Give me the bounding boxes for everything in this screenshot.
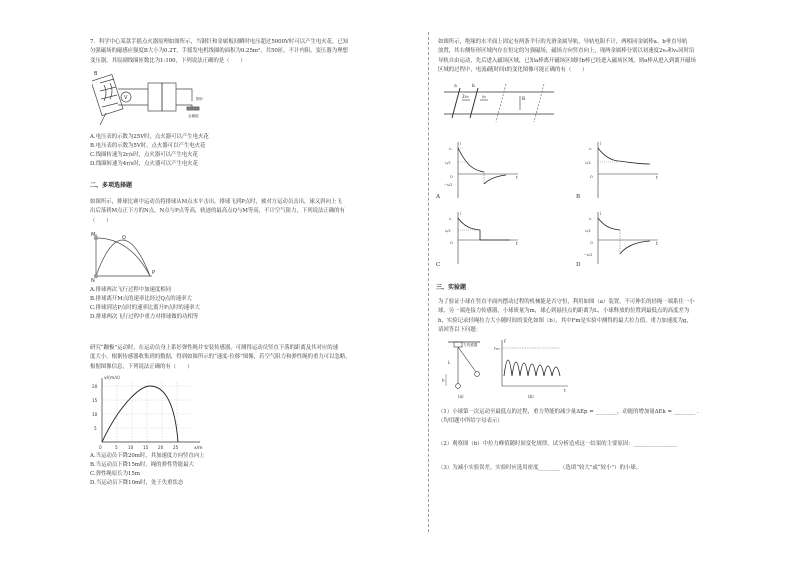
plate-label: 金属板 [188,114,199,118]
graph-d-label: D [576,262,581,268]
text-line: 请回答以下问题： [438,326,482,333]
option-a: A.排球两次飞行过程中加速度相同 [90,287,172,293]
force-time-figure-b [494,336,572,400]
fm-label: Fm [494,347,500,351]
text-line: 导轨自由运动，先后进入磁场区域，已知a棒离开磁场区域时b棒已经进入磁场区域，则a棒从进入到离开磁场 [438,57,696,64]
volleyball-trajectory-diagram [90,230,160,282]
rod-a-label: a [454,84,457,89]
question-11-part-2: （2）观察图（b）中拉力峰值随时间变化规律，试分析造成这一结果的主要原因：________________ [438,441,677,447]
y-tick-label: 5 [94,426,97,431]
option-a: A.当运动员下降20m时，其加速度方向竖直向上 [90,453,205,459]
x-tick-label: 0 [99,445,102,450]
output-wire [176,89,192,107]
i-axis-label: i [460,211,462,216]
text-line: 如图所示，绝缘的水平面上固定有两条平行的光滑金属导轨，导轨电阻不计，两相同金属棒a、b垂直导轨 [438,39,688,45]
question-8-stem [90,198,420,226]
current-curve [458,148,484,172]
x-tick-label: 25 [173,445,179,450]
ball-lowest [456,384,461,389]
text-line: （均用题中所给字母表示） [438,418,503,425]
field-label: B [522,97,526,102]
text-line: 放置，其右侧矩形区域内存在恒定的匀强磁场，磁场方向竖直向上，现两金属棒分别以初速度2v₀和v₀同时沿 [438,48,695,55]
y-axis-label: v/(m/s) [104,376,120,381]
tick-i0: i₀ [449,216,452,221]
graph-c-label: C [436,262,441,268]
option-b: B.当运动员下降15m时，绳的弹性势能最大 [90,462,194,468]
magnetic-field-lines [100,79,118,107]
height-label: h [442,378,445,383]
section-heading-multiple-choice: 二、多项选择题 [90,182,133,189]
rod-a [452,88,460,118]
needle-label: 钢针 [196,97,204,101]
transformer-primary [148,83,162,111]
question-7-options [90,133,420,169]
origin-label: O [590,175,593,179]
field-left-boundary [496,84,506,122]
origin-label: O [450,241,453,245]
tick-half: i₀/2 [445,229,451,233]
x-axis-label: x/m [194,446,203,450]
metal-plate [187,107,199,110]
igniter-diagram [92,67,212,129]
sensor-label: 力传感器 [463,343,478,347]
current-curve [618,161,650,164]
t-axis-label: t [516,241,518,246]
current-curve [458,218,510,240]
velocity-displacement-chart [90,374,210,450]
text-line: 为了验证小球在竖直平面内摆动过程的机械能是否守恒，利用如图（a）装置，不可伸长的轻绳一端系住一小 [438,299,695,305]
i-axis-label: i [600,211,602,216]
x-tick-label: 5 [115,445,118,450]
option-c: C.排球到达P点时的速率比离开P点时的速率大 [90,305,200,311]
tick-half: i₀/2 [585,161,591,165]
graph-b-label: B [576,194,581,200]
text-line: 如图所示，排球比赛中运动员将排球从M点水平击出，排球飞到P点时，被对方运动员击出，球又斜向上飞 [90,199,342,205]
y-tick-label: 10 [92,412,98,417]
current-graph-d [584,210,664,268]
figure-a-caption: (a) [458,394,464,399]
section-heading-experiment: 三、实验题 [436,284,467,291]
y-tick-label: 20 [92,384,98,389]
graph-a-label: A [436,194,441,200]
option-a: A.电压表的示数为25V时，点火器可以产生电火花 [90,134,209,140]
column-divider [428,32,429,532]
rails-magnetic-field-diagram [440,80,558,124]
t-axis-label: t [564,388,566,393]
field-right-boundary [534,84,544,122]
crank-handle [100,113,106,125]
text-line: 区域的过程中，电流i随时间t的变化图像可能正确的有（ ） [438,66,588,73]
current-curve [598,148,618,161]
option-b: B.排球离开M点的速率比经过Q点的速率大 [90,296,192,302]
option-b: B.电压表的示数为5V时，点火器可以产生电火花 [90,143,206,149]
text-line: 变压器，其原副线圈匝数比为1:100，下列说法正确的是（ ） [90,57,246,64]
question-9-options [90,452,420,488]
text-line: 研究“蹦极”运动时，在运动员身上系好弹性绳并安装传感器，可测得运动员竖直下落的距离及其对应的速 [90,345,339,351]
t-axis-label: t [656,175,658,180]
velocity-curve [102,386,178,442]
current-curve [620,241,650,254]
current-curve [484,175,506,184]
text-line: 根据图像信息，下列说法正确的有（ ） [90,363,193,370]
speed-b-label: v₀ [482,94,486,99]
current-graph-c [444,210,524,268]
question-9-stem [90,344,420,372]
current-graph-a [444,140,524,202]
tick-i0: i₀ [589,146,592,151]
figure-b-caption: (b) [528,394,534,399]
option-c: C.弹性绳原长为15m [90,471,140,477]
text-line: 匀强磁场的磁感应强度B大小为0.2T，手摇发电机线圈的面积为0.25m²，共50匝，不计内阻，变压器为理想 [90,48,348,55]
text-line: （ ） [90,217,112,224]
point-q-label: Q [122,235,126,241]
question-7-stem [90,38,420,66]
question-11-stem [438,298,778,335]
pendulum-setup-figure-a [440,336,490,400]
transformer-secondary [162,83,176,111]
tick-half: i₀/2 [445,161,451,165]
question-11-part-1 [438,408,778,427]
tick-half: i₀/2 [585,229,591,233]
voltmeter-label: V [124,95,128,101]
option-d: D.当运动员下降10m时，处于失重状态 [90,480,184,486]
question-8-options [90,286,420,322]
question-10-stem [438,38,778,75]
i-axis-label: i [460,141,462,146]
option-d: D.线圈转速为4r/s时，点火器可以产生电火花 [90,161,199,167]
rod-b-label: b [472,84,475,89]
question-11-part-3: （3）为减小实验误差，实验时应选用密度________（选填“较大”或“较小”）的小球。 [438,465,642,471]
length-label: L [448,360,451,365]
t-axis-label: t [516,175,518,180]
x-tick-label: 15 [143,445,149,450]
point-p-label: P [152,270,156,276]
i-axis-label: i [600,141,602,146]
current-curve [598,218,620,230]
field-label: B [94,71,98,77]
text-line: 度大小，根据传感器收集到的数据，得到如图所示的“速度-位移”图像，若空气阻力和弹性绳的重力可以忽略， [90,354,351,361]
current-graph-b [584,140,664,202]
ball-released [475,372,480,377]
text-line: （1）小球第一次运动至最低点的过程，重力势能的减少量ΔEp = ________，动能的增加量ΔEk = ________ . [438,409,699,415]
wire [118,89,148,105]
text-line: h，实验记录轻绳拉力大小随时间的变化如图（b），其中Fm是实验中测得的最大拉力值，重力加速度为g， [438,317,692,324]
f-axis-label: F [504,339,507,344]
force-oscillation-curve [504,360,560,376]
force-sensor [454,342,462,347]
t-axis-label: t [656,241,658,246]
tick-i0: i₀ [589,216,592,221]
origin-label: O [590,241,593,245]
text-line: 球，另一端连接力传感器，小球质量为m，球心到悬挂点的距离为L，小球释放的位置到最低点的高度差为 [438,308,690,315]
option-d: D.排球两次飞行过程中重力对排球做的功相等 [90,314,199,320]
origin-label: O [450,175,453,179]
tick-neg-half: −i₀/2 [584,253,593,257]
rope-released [458,347,476,372]
x-tick-label: 20 [158,445,164,450]
text-line: 出后落到M点正下方的N点，N点与P点等高，轨迹的最高点Q与M等高，不计空气阻力，下列说法正确的有 [90,208,345,215]
point-m-label: M [91,232,96,238]
text-line: 7．科学中心某款手摇点火器原理如图所示，当钢针和金属板间瞬时电压超过5000V时可以产生电火花，已知 [90,39,349,45]
y-tick-label: 15 [92,398,98,403]
tick-neg-half: −i₀/2 [444,183,453,187]
speed-a-label: 2v₀ [462,94,469,99]
coil [104,83,112,101]
point-n-label: N [91,278,95,282]
option-c: C.线圈转速为2r/s时，点火器可以产生电火花 [90,152,198,158]
x-tick-label: 10 [128,445,134,450]
tick-i0: i₀ [449,146,452,151]
rod-b [470,88,478,118]
